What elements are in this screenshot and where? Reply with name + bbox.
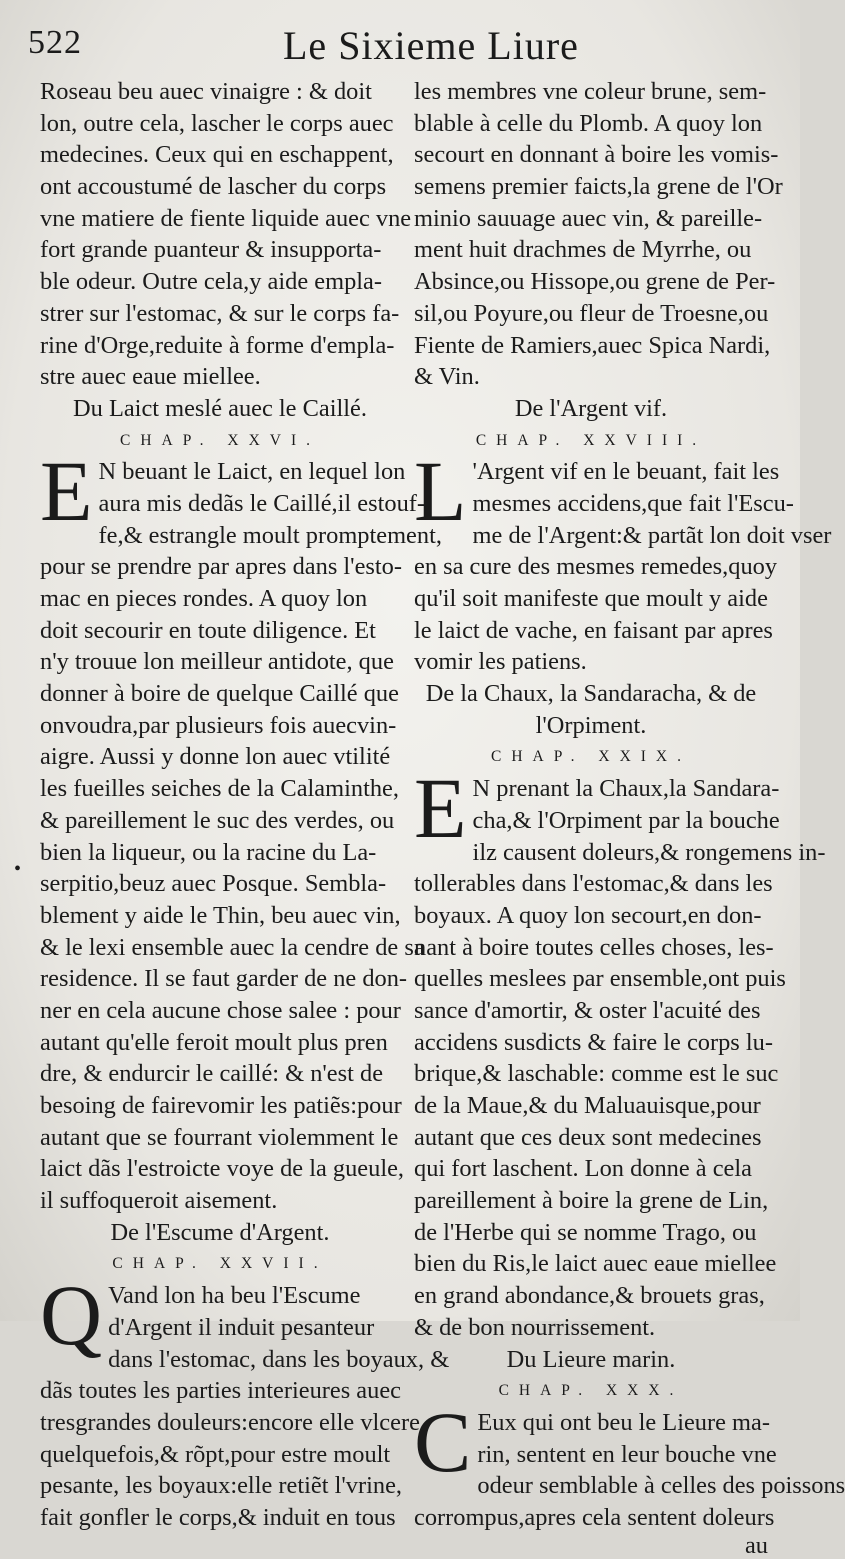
text-line: dre, & endurcir le caillé: & n'est de [40, 1060, 384, 1088]
section-chap-28 [414, 393, 832, 678]
chapter-number: CHAP. XXX. [498, 1382, 684, 1400]
text-line: de la Maue,& du Maluauisque,pour [414, 1092, 761, 1119]
text-line: quelles meslees par ensemble,ont puis [414, 965, 786, 993]
text-line: qui fort laschent. Lon donne à cela [414, 1155, 752, 1183]
text-line: residence. Il se faut garder de ne don- [40, 965, 408, 993]
text-line: les membres vne coleur brune, sem- [414, 78, 767, 105]
text-line: blement y aide le Thin, beu auec vin, [40, 901, 401, 929]
text-line: brique,& laschable: comme est le suc [414, 1060, 779, 1088]
text-line: qu'il soit manifeste que moult y aide [414, 585, 768, 612]
text-line: laict dãs l'estroicte voye de la gueule, [40, 1155, 405, 1183]
running-title: Le Sixieme Liure [283, 23, 579, 68]
text-line: fe,& estrangle moult promptement, [98, 521, 442, 549]
text-line: donner à boire de quelque Caillé que [40, 680, 399, 708]
text-line: en sa cure des mesmes remedes,quoy [414, 553, 778, 581]
text-line: Roseau beu auec vinaigre : & doit [40, 78, 372, 105]
text-line: Absince,ou Hissope,ou grene de Per- [414, 268, 776, 296]
text-line: Eux qui ont beu le Lieure ma- [477, 1408, 770, 1436]
text-line: d'Argent il induit pesanteur [108, 1313, 375, 1341]
right-column [414, 76, 845, 1559]
text-line: tollerables dans l'estomac,& dans les [414, 870, 773, 898]
text-line: ner en cela aucune chose salee : pour [40, 996, 401, 1024]
text-line: sance d'amortir, & oster l'acuité des [414, 996, 761, 1024]
text-line: ilz causent doleurs,& rongemens in- [472, 838, 826, 866]
text-line: n'y trouue lon meilleur antidote, que [40, 648, 394, 676]
text-line: dãs toutes les parties interieures auec [40, 1377, 401, 1405]
text-line: & le lexi ensemble auec la cendre de sa [40, 933, 425, 961]
text-line: & de bon nourrissement. [414, 1313, 656, 1341]
text-line: aura mis dedãs le Caillé,il estouf- [98, 489, 426, 517]
text-line: cha,& l'Orpiment par la bouche [472, 806, 780, 834]
text-line: vne matiere de fiente liquide auec vne [40, 204, 412, 232]
text-line: ont accoustumé de lascher du corps [40, 173, 387, 201]
text-line: autant que ces deux sont medecines [414, 1123, 762, 1151]
text-line: ment huit drachmes de Myrrhe, ou [414, 236, 752, 264]
text-line: bien du Ris,le laict auec eaue miellee [414, 1250, 777, 1278]
section-chap-27 [40, 1217, 450, 1534]
drop-cap: E [40, 443, 93, 540]
text-line: strer sur l'estomac, & sur le corps fa- [40, 299, 400, 327]
section-chap-26 [40, 393, 442, 1217]
text-line: serpitio,beuz auec Posque. Sembla- [40, 870, 387, 898]
drop-cap: E [414, 760, 467, 857]
chapter-number: CHAP. XXVII. [112, 1255, 328, 1273]
margin-mark: • [14, 858, 22, 880]
section-title: Du Laict meslé auec le Caillé. [73, 394, 367, 422]
text-line: corrompus,apres cela sentent doleurs [414, 1503, 775, 1531]
text-line: bien la liqueur, ou la racine du La- [40, 838, 377, 866]
page-header [0, 20, 800, 70]
text-line: secourt en donnant à boire les vomis- [414, 141, 779, 169]
text-line: Vand lon ha beu l'Escume [108, 1282, 361, 1310]
text-line: Fiente de Ramiers,auec Spica Nardi, [414, 331, 771, 359]
text-line: medecines. Ceux qui en eschappent, [40, 141, 394, 169]
text-line: pesante, les boyaux:elle retiẽt l'vrine, [40, 1472, 402, 1500]
text-line: autant qu'elle feroit moult plus pren [40, 1028, 388, 1056]
drop-cap: Q [40, 1267, 103, 1364]
section-title: De la Chaux, la Sandaracha, & de [425, 680, 757, 708]
text-line: semens premier faicts,la grene de l'Or [414, 173, 783, 201]
drop-cap: C [414, 1393, 472, 1490]
text-line: doit secourir en toute diligence. Et [40, 616, 376, 644]
text-line: le laict de vache, en faisant par apres [414, 616, 773, 644]
catchword: au [744, 1531, 768, 1559]
text-line: de l'Herbe qui se nomme Trago, ou [414, 1218, 757, 1246]
text-line: besoing de fairevomir les patiẽs:pour [40, 1092, 402, 1119]
text-line: N prenant la Chaux,la Sandara- [472, 775, 780, 803]
left-column [40, 76, 450, 1534]
text-line: pareillement à boire la grene de Lin, [414, 1187, 769, 1215]
text-line: accidens susdicts & faire le corps lu- [414, 1028, 773, 1056]
section-chap-30 [414, 1344, 845, 1559]
continuation-paragraph [414, 76, 783, 393]
chapter-number: CHAP. XXVI. [120, 431, 320, 449]
section-title: De l'Escume d'Argent. [110, 1218, 330, 1246]
text-line: blable à celle du Plomb. A quoy lon [414, 109, 763, 137]
text-line: boyaux. A quoy lon secourt,en don- [414, 901, 762, 929]
text-line: onvoudra,par plusieurs fois auecvin- [40, 711, 397, 739]
text-line: me de l'Argent:& partãt lon doit vser [472, 521, 832, 549]
text-line: 'Argent vif en le beuant, fait les [472, 458, 780, 486]
text-line: quelquefois,& rõpt,pour estre moult [40, 1440, 391, 1468]
text-line: N beuant le Laict, en lequel lon [98, 458, 406, 486]
text-line: vomir les patiens. [414, 648, 587, 676]
intro-paragraph [40, 76, 412, 393]
page-number: 522 [28, 24, 82, 61]
text-line: en grand abondance,& brouets gras, [414, 1282, 765, 1310]
text-line: mac en pieces rondes. A quoy lon [40, 585, 368, 612]
section-title: De l'Argent vif. [514, 394, 668, 422]
text-line: il suffoqueroit aisement. [40, 1187, 278, 1215]
text-line: nant à boire toutes celles choses, les- [414, 933, 774, 961]
section-title: Du Lieure marin. [506, 1345, 676, 1373]
text-line: sil,ou Poyure,ou fleur de Troesne,ou [414, 299, 769, 327]
text-line: odeur semblable à celles des poissons [477, 1472, 845, 1500]
chapter-number: CHAP. XXIX. [491, 748, 691, 766]
text-line: fort grande puanteur & insupporta- [40, 236, 382, 264]
text-line: dans l'estomac, dans les boyaux, & [108, 1345, 450, 1373]
text-line: les fueilles seiches de la Calaminthe, [40, 775, 399, 803]
chapter-number: CHAP. XXVIII. [475, 431, 707, 449]
text-line: rine d'Orge,reduite à forme d'empla- [40, 331, 395, 359]
section-title: l'Orpiment. [535, 711, 647, 739]
text-line: fait gonfler le corps,& induit en tous [40, 1503, 396, 1531]
text-line: mesmes accidens,que fait l'Escu- [472, 489, 794, 517]
text-line: ble odeur. Outre cela,y aide empla- [40, 268, 382, 296]
text-line: pour se prendre par apres dans l'esto- [40, 553, 402, 581]
drop-cap: L [414, 443, 467, 540]
text-line: & pareillement le suc des verdes, ou [40, 806, 395, 834]
text-line: lon, outre cela, lascher le corps auec [40, 109, 394, 137]
text-line: tresgrandes douleurs:encore elle vlcere [40, 1408, 420, 1436]
text-line: autant que se fourrant violemment le [40, 1123, 399, 1151]
text-line: stre auec eaue miellee. [40, 363, 261, 391]
text-line: minio sauuage auec vin, & pareille- [414, 204, 763, 232]
text-line: rin, sentent en leur bouche vne [477, 1440, 777, 1468]
text-line: & Vin. [414, 363, 480, 391]
section-chap-29 [414, 678, 826, 1343]
text-line: aigre. Aussi y donne lon auec vtilité [40, 743, 391, 771]
